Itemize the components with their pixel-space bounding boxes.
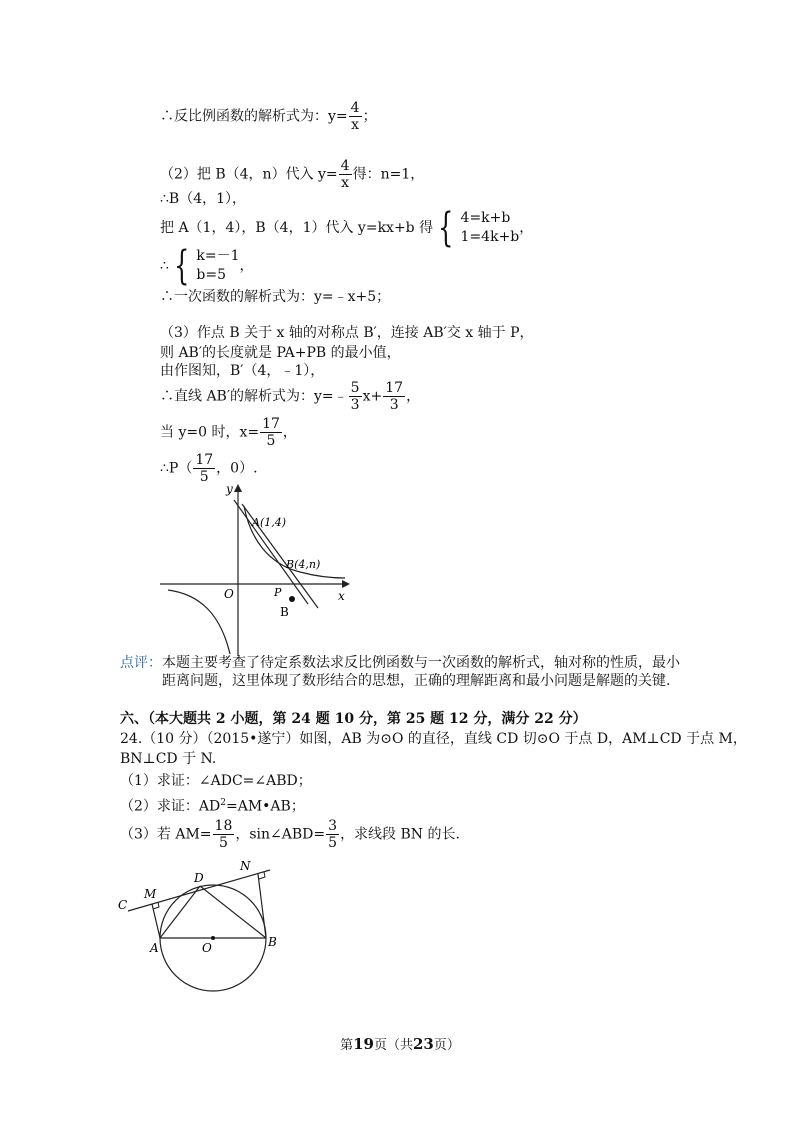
label-b: B xyxy=(268,935,277,949)
line-inverse-function: ∴反比例函数的解析式为：y= $\frac{4}{x}$ ； xyxy=(160,100,377,133)
line-point-b: ∴B（4，1）， xyxy=(160,191,247,207)
line-system-solution: ∴ { k=－1 b=5 ， xyxy=(160,243,254,289)
label-y: y xyxy=(226,482,233,496)
page-number: 19 xyxy=(353,1035,374,1053)
line-part3-step1: （3）作点 B 关于 x 轴的对称点 B′，连接 AB′交 x 轴于 P， xyxy=(160,325,534,341)
circle-geometry-figure xyxy=(110,856,290,1018)
total-pages: 23 xyxy=(413,1035,434,1053)
label-m: M xyxy=(144,887,157,901)
question-24-stem-2: BN⊥CD 于 N. xyxy=(120,751,217,767)
solution-system: { k=－1 b=5 xyxy=(174,243,240,289)
review-line-2: 距离问题，这里体现了数形结合的思想，正确的理解距离和最小问题是解题的关键. xyxy=(162,673,671,689)
hyperbola-branch-2 xyxy=(168,590,230,654)
fraction: $\frac{18}{5}$ xyxy=(214,818,233,851)
label-n: N xyxy=(240,859,251,873)
point-b-prime xyxy=(289,596,295,602)
label-origin: O xyxy=(224,587,234,601)
page-footer: 第19页（共23页） xyxy=(340,1035,460,1053)
label-c: C xyxy=(118,898,128,912)
coordinate-graph xyxy=(150,478,360,658)
line-linear-function: ∴一次函数的解析式为：y=﹣x+5； xyxy=(160,289,391,305)
section-heading: 六、（本大题共 2 小题，第 24 题 10 分，第 25 题 12 分，满分 22 分） xyxy=(120,711,587,727)
label-point-a: A(1,4) xyxy=(252,516,287,529)
segment-bd xyxy=(200,886,266,938)
fraction: $\frac{17}{5}$ xyxy=(262,416,280,449)
review-line-1: 点评：本题主要考查了待定系数法求反比例函数与一次函数的解析式，轴对称的性质，最小 xyxy=(120,655,680,671)
label-o: O xyxy=(202,941,212,955)
label-x: x xyxy=(338,589,345,603)
label-d: D xyxy=(194,871,204,885)
line-point-p: ∴P（ $\frac{17}{5}$ ，0）. xyxy=(160,452,258,485)
line-ab-prime-equation: ∴直线 AB′的解析式为：y=﹣ $\frac{5}{3}$ x+ $\frac{17}{3}$ ， xyxy=(160,380,421,413)
line-when-y-zero: 当 y=0 时，x= $\frac{17}{5}$ ， xyxy=(160,416,297,449)
line-substitute-b: （2）把 B（4，n）代入 y= $\frac{4}{x}$ 得：n=1， xyxy=(160,158,425,191)
fraction: $\frac{17}{5}$ xyxy=(195,452,214,485)
fraction: $\frac{4}{x}$ xyxy=(340,158,350,191)
label-a: A xyxy=(150,941,159,955)
label-point-b-prime: B xyxy=(280,605,289,619)
label-point-p: P xyxy=(274,586,282,599)
fraction: $\frac{5}{3}$ xyxy=(350,380,360,413)
segment-ad xyxy=(160,886,200,938)
segment-bn xyxy=(258,874,266,938)
question-24-part-2: （2）求证：$AD^2=AM•AB$； xyxy=(120,798,305,815)
fraction: $\frac{17}{3}$ xyxy=(385,380,404,413)
line-part3-step2: 则 AB′的长度就是 PA+PB 的最小值， xyxy=(160,345,401,361)
fraction: $\frac{3}{5}$ xyxy=(328,818,338,851)
equation-system: { 4=k+b 1=4k+b xyxy=(438,205,520,251)
line-part3-step3: 由作图知，B′（4，﹣1）， xyxy=(160,363,325,379)
question-24-stem: 24.（10 分）（2015•遂宁）如图，AB 为⊙O 的直径，直线 CD 切⊙O 于点 D，AM⊥CD 于点 M， xyxy=(120,731,747,747)
x-axis-arrow xyxy=(342,580,350,588)
line-system-equations: 把 A（1，4），B（4，1）代入 y=kx+b 得 { 4=k+b 1=4k+b ， xyxy=(160,205,534,251)
y-axis-arrow xyxy=(234,484,242,492)
center-point xyxy=(211,936,215,940)
fraction: $\frac{4}{x}$ xyxy=(350,100,360,133)
question-24-part-1: （1）求证：∠ADC=∠ABD； xyxy=(120,773,312,789)
question-24-part-3: （3）若 AM= $\frac{18}{5}$ ，sin∠ABD= $\frac{3}{5}$ ，求线段 BN 的长. xyxy=(120,818,460,851)
label-point-b: B(4,n) xyxy=(286,558,321,571)
review-label: 点评： xyxy=(120,655,162,671)
